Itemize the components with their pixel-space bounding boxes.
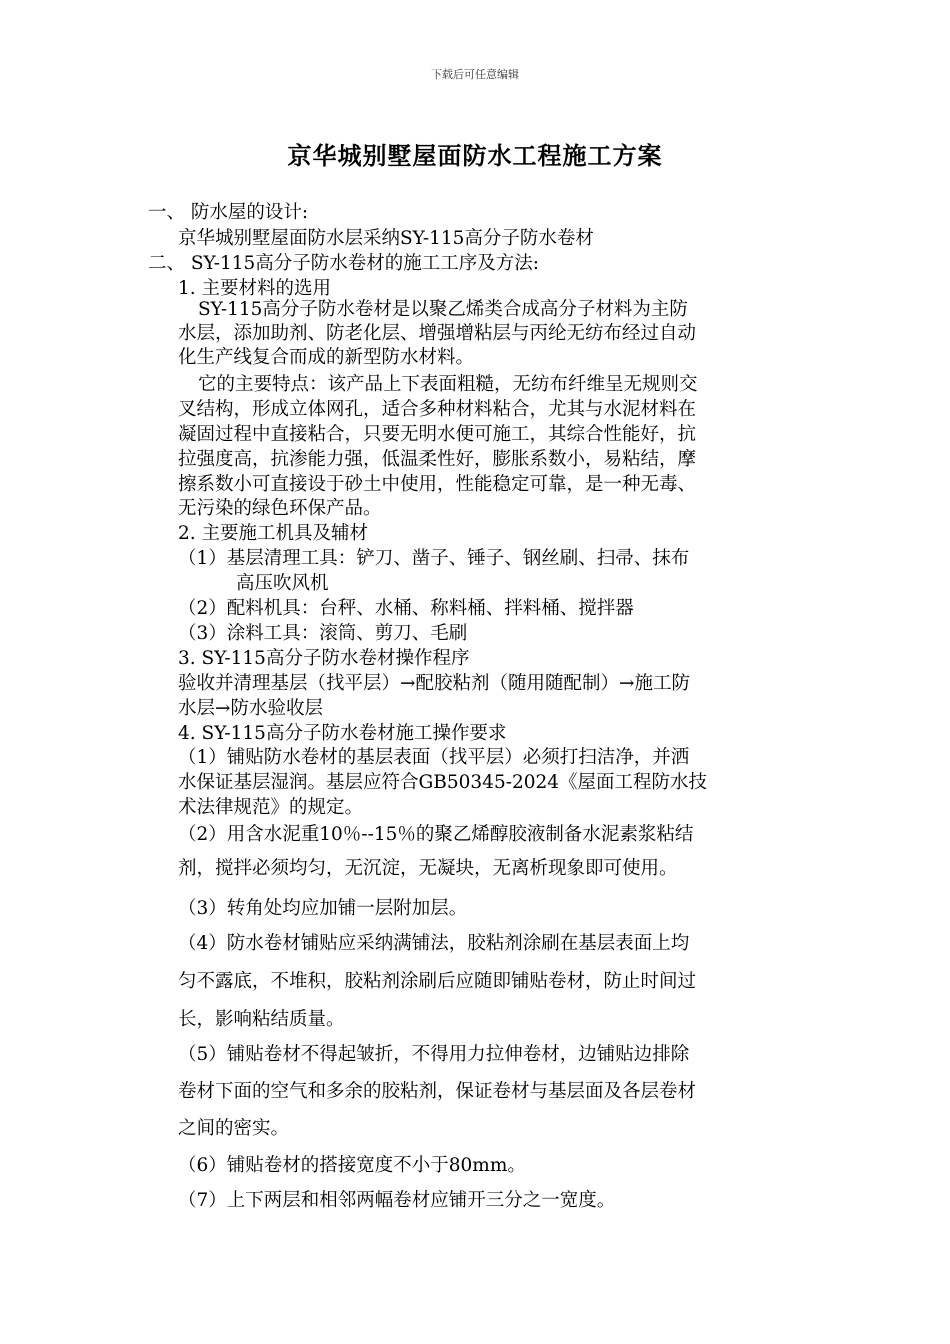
list-item: （3）转角处均应加铺一层附加层。 [178,898,468,919]
list-item: （5）铺贴卷材不得起皱折，不得用力拉伸卷材，边铺贴边排除 [178,1044,690,1065]
list-item-continuation: 水保证基层湿润。基层应符合GB50345-2024《屋面工程防水技 [178,772,708,793]
paragraph-line: 叉结构，形成立体网孔，适合多种材料粘合，尤其与水泥材料在 [178,399,697,420]
list-item: （7）上下两层和相邻两幅卷材应铺开三分之一宽度。 [178,1190,616,1211]
list-item: （4）防水卷材铺贴应采纳满铺法，胶粘剂涂刷在基层表面上均 [178,933,690,954]
list-item: （2）用含水泥重10％--15％的聚乙烯醇胶液制备水泥素浆粘结 [178,824,694,845]
subsection-heading: 1. 主要材料的选用 [178,278,332,299]
list-item-continuation: 高压吹风机 [236,573,329,594]
list-item-continuation: 术法律规范》的规定。 [178,797,364,818]
paragraph-line: 验收并清理基层（找平层）→配胶粘剂（随用随配制）→施工防 [178,673,691,694]
paragraph-line: 它的主要特点：该产品上下表面粗糙，无纺布纤维呈无规则交 [198,374,698,395]
subsection-heading: 3. SY-115高分子防水卷材操作程序 [178,648,470,669]
paragraph-line: 化生产线复合而成的新型防水材料。 [178,347,475,368]
paragraph-line: SY-115高分子防水卷材是以聚乙烯类合成高分子材料为主防 [198,299,688,320]
section-heading: 一、 防水屋的设计: [148,202,309,223]
list-item-continuation: 剂，搅拌必须均匀，无沉淀，无凝块，无离析现象即可使用。 [178,858,678,879]
paragraph-line: 凝固过程中直接粘合，只要无明水便可施工，其综合性能好，抗 [178,424,697,445]
list-item: （1）基层清理工具：铲刀、凿子、锤子、钢丝刷、扫帚、抹布 [178,548,690,569]
list-item-continuation: 匀不露底，不堆积，胶粘剂涂刷后应随即铺贴卷材，防止时间过 [178,971,697,992]
list-item: （1）铺贴防水卷材的基层表面（找平层）必须打扫洁净，并洒 [178,747,690,768]
paragraph-line: 京华城别墅屋面防水层采纳SY-115高分子防水卷材 [178,228,594,249]
list-item: （6）铺贴卷材的搭接宽度不小于80mm。 [178,1155,526,1176]
list-item-continuation: 卷材下面的空气和多余的胶粘剂，保证卷材与基层面及各层卷材 [178,1081,697,1102]
list-item-continuation: 长，影响粘结质量。 [178,1009,345,1030]
paragraph-line: 无污染的绿色环保产品。 [178,498,382,519]
page-header-note: 下载后可任意编辑 [431,68,519,81]
paragraph-line: 水层，添加助剂、防老化层、增强增粘层与丙纶无纺布经过自动 [178,323,697,344]
subsection-heading: 4. SY-115高分子防水卷材施工操作要求 [178,723,507,744]
paragraph-line: 擦系数小可直接设于砂土中使用，性能稳定可靠，是一种无毒、 [178,474,697,495]
list-item-continuation: 之间的密实。 [178,1118,290,1139]
list-item: （3）涂料工具：滚筒、剪刀、毛刷 [178,623,468,644]
section-heading: 二、 SY-115高分子防水卷材的施工工序及方法: [148,253,540,274]
document-title: 京华城别墅屋面防水工程施工方案 [287,141,663,170]
subsection-heading: 2. 主要施工机具及辅材 [178,523,369,544]
list-item: （2）配料机具：台秤、水桶、称料桶、拌料桶、搅拌器 [178,598,634,619]
paragraph-line: 拉强度高，抗渗能力强，低温柔性好，膨胀系数小，易粘结，摩 [178,449,697,470]
paragraph-line: 水层→防水验收层 [178,698,324,719]
